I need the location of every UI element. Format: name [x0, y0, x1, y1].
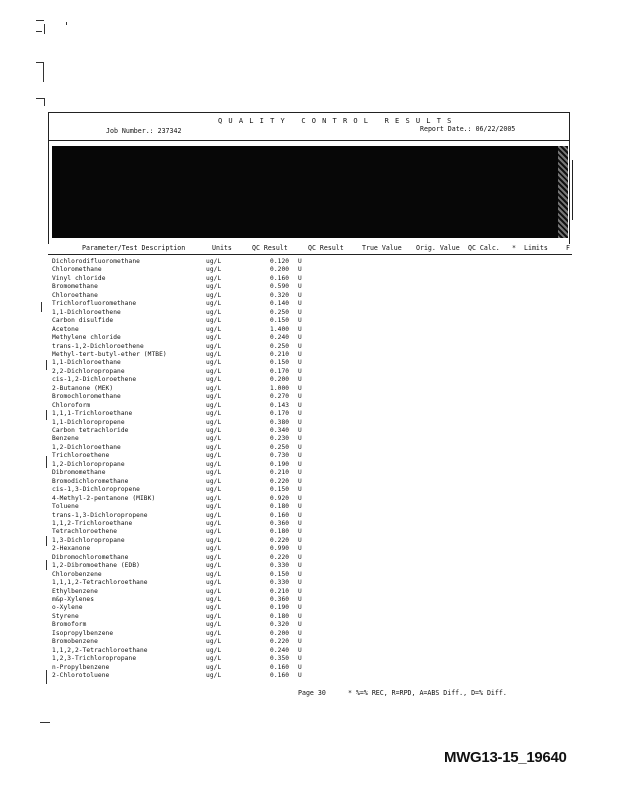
- result-cell: 0.320: [270, 291, 290, 299]
- flag-cell: U: [298, 342, 302, 350]
- flag-cell: U: [298, 376, 302, 384]
- result-cell: 0.270: [270, 393, 290, 401]
- units-cell: ug/L: [206, 486, 222, 494]
- result-cell: 0.330: [270, 562, 290, 570]
- result-cell: 0.180: [270, 612, 290, 620]
- header-divider: [48, 140, 570, 141]
- table-row: [0, 368, 618, 377]
- units-cell: ug/L: [206, 477, 222, 485]
- result-cell: 0.143: [270, 401, 290, 409]
- results-table: [0, 258, 618, 688]
- units-cell: ug/L: [206, 519, 222, 527]
- units-cell: ug/L: [206, 503, 222, 511]
- report-frame-top: [48, 112, 570, 113]
- col-parameter: Parameter/Test Description: [82, 244, 186, 252]
- units-cell: ug/L: [206, 427, 222, 434]
- flag-cell: U: [298, 410, 302, 418]
- table-row: [0, 613, 618, 622]
- units-cell: ug/L: [206, 317, 222, 325]
- units-cell: ug/L: [206, 418, 222, 426]
- result-cell: 0.360: [270, 596, 290, 603]
- table-row: [0, 461, 618, 470]
- report-date: Report Date.: 06/22/2005: [420, 125, 516, 133]
- col-qc-result-2: QC Result: [308, 244, 344, 252]
- result-cell: 0.340: [270, 427, 290, 434]
- units-cell: ug/L: [206, 350, 222, 358]
- report-frame-left: [48, 112, 49, 244]
- parameter-cell: 1,2-Dichloropropane: [52, 460, 125, 468]
- table-row: [0, 655, 618, 664]
- result-cell: 0.170: [270, 410, 290, 418]
- parameter-cell: 1,1,2,2-Tetrachloroethane: [52, 646, 148, 654]
- table-row: [0, 520, 618, 529]
- table-row: [0, 292, 618, 301]
- flag-cell: U: [298, 579, 302, 587]
- flag-cell: U: [298, 359, 302, 367]
- result-cell: 0.170: [270, 367, 290, 375]
- parameter-cell: Benzene: [52, 435, 79, 443]
- parameter-cell: Bromobenzene: [52, 638, 98, 646]
- document-id: MWG13-15_19640: [444, 749, 567, 766]
- scan-mark: [40, 722, 50, 723]
- units-cell: ug/L: [206, 443, 222, 451]
- parameter-cell: Dichlorodifluoromethane: [52, 258, 140, 265]
- parameter-cell: 1,1,1-Trichloroethane: [52, 410, 133, 418]
- units-cell: ug/L: [206, 536, 222, 544]
- scan-mark: [44, 98, 45, 106]
- flag-cell: U: [298, 325, 302, 333]
- result-cell: 0.180: [270, 528, 290, 536]
- parameter-cell: Toluene: [52, 503, 79, 511]
- table-row: [0, 275, 618, 284]
- table-row: [0, 562, 618, 571]
- flag-cell: U: [298, 384, 302, 392]
- flag-cell: U: [298, 587, 302, 595]
- parameter-cell: Chlorobenzene: [52, 570, 102, 578]
- redacted-block: [52, 146, 568, 238]
- result-cell: 0.230: [270, 435, 290, 443]
- units-cell: ug/L: [206, 300, 222, 308]
- units-cell: ug/L: [206, 672, 222, 680]
- parameter-cell: 1,2-Dibromoethane (EDB): [52, 562, 140, 570]
- parameter-cell: Trichlorofluoromethane: [52, 300, 137, 308]
- flag-cell: U: [298, 528, 302, 536]
- table-row: [0, 621, 618, 630]
- flag-cell: U: [298, 300, 302, 308]
- page-number: Page 30: [298, 689, 326, 697]
- result-cell: 0.160: [270, 672, 290, 680]
- result-cell: 0.180: [270, 503, 290, 511]
- scan-mark: [44, 24, 45, 34]
- result-cell: 0.380: [270, 418, 290, 426]
- table-row: [0, 343, 618, 352]
- margin-bracket: [41, 302, 42, 312]
- result-cell: 0.160: [270, 274, 290, 282]
- parameter-cell: Bromomethane: [52, 283, 98, 291]
- table-row: [0, 266, 618, 275]
- units-cell: ug/L: [206, 258, 222, 265]
- units-cell: ug/L: [206, 579, 222, 587]
- parameter-cell: trans-1,3-Dichloropropene: [52, 511, 148, 519]
- parameter-cell: 1,2,3-Trichloropropane: [52, 655, 137, 663]
- result-cell: 0.990: [270, 545, 290, 553]
- units-cell: ug/L: [206, 629, 222, 637]
- result-cell: 0.190: [270, 460, 290, 468]
- margin-bracket: [46, 360, 47, 370]
- result-cell: 0.150: [270, 317, 290, 325]
- table-row: [0, 376, 618, 385]
- table-row: [0, 402, 618, 411]
- result-cell: 0.160: [270, 663, 290, 671]
- table-row: [0, 469, 618, 478]
- scan-mark: [36, 31, 42, 32]
- table-row: [0, 385, 618, 394]
- table-row: [0, 604, 618, 613]
- flag-cell: U: [298, 486, 302, 494]
- scan-mark: [572, 160, 573, 220]
- flag-cell: U: [298, 443, 302, 451]
- units-cell: ug/L: [206, 393, 222, 401]
- units-cell: ug/L: [206, 376, 222, 384]
- result-cell: 0.220: [270, 536, 290, 544]
- result-cell: 0.150: [270, 486, 290, 494]
- flag-cell: U: [298, 418, 302, 426]
- table-row: [0, 528, 618, 537]
- table-row: [0, 486, 618, 495]
- parameter-cell: Vinyl chloride: [52, 274, 106, 282]
- units-cell: ug/L: [206, 604, 222, 612]
- units-cell: ug/L: [206, 528, 222, 536]
- units-cell: ug/L: [206, 452, 222, 460]
- scan-mark: [36, 62, 43, 63]
- parameter-cell: 2,2-Dichloropropane: [52, 367, 125, 375]
- margin-bracket: [46, 536, 47, 546]
- units-cell: ug/L: [206, 663, 222, 671]
- parameter-cell: Acetone: [52, 325, 79, 333]
- parameter-cell: 2-Chlorotoluene: [52, 672, 110, 680]
- parameter-cell: cis-1,2-Dichloroethene: [52, 376, 137, 384]
- table-row: [0, 326, 618, 335]
- units-cell: ug/L: [206, 274, 222, 282]
- table-row: [0, 537, 618, 546]
- table-row: [0, 545, 618, 554]
- result-cell: 0.160: [270, 511, 290, 519]
- flag-cell: U: [298, 477, 302, 485]
- parameter-cell: Trichloroethene: [52, 452, 110, 460]
- parameter-cell: Dibromomethane: [52, 469, 106, 477]
- flag-cell: U: [298, 393, 302, 401]
- result-cell: 0.330: [270, 579, 290, 587]
- parameter-cell: Dibromochloromethane: [52, 553, 129, 561]
- result-cell: 0.200: [270, 266, 290, 274]
- margin-bracket: [46, 456, 47, 468]
- parameter-cell: 1,3-Dichloropropane: [52, 536, 125, 544]
- parameter-cell: o-Xylene: [52, 604, 83, 612]
- table-row: [0, 351, 618, 360]
- flag-cell: U: [298, 435, 302, 443]
- col-orig-value: Orig. Value: [416, 244, 460, 252]
- units-cell: ug/L: [206, 334, 222, 342]
- table-row: [0, 393, 618, 402]
- header-underline: [48, 254, 572, 255]
- parameter-cell: Carbon disulfide: [52, 317, 114, 325]
- units-cell: ug/L: [206, 410, 222, 418]
- units-cell: ug/L: [206, 469, 222, 477]
- table-row: [0, 309, 618, 318]
- flag-cell: U: [298, 511, 302, 519]
- result-cell: 0.920: [270, 494, 290, 502]
- flag-cell: U: [298, 494, 302, 502]
- units-cell: ug/L: [206, 621, 222, 629]
- units-cell: ug/L: [206, 359, 222, 367]
- table-row: [0, 419, 618, 428]
- units-cell: ug/L: [206, 342, 222, 350]
- parameter-cell: 4-Methyl-2-pentanone (MIBK): [52, 494, 156, 502]
- table-row: [0, 512, 618, 521]
- flag-cell: U: [298, 570, 302, 578]
- parameter-cell: 2-Hexanone: [52, 545, 91, 553]
- flag-cell: U: [298, 562, 302, 570]
- flag-cell: U: [298, 638, 302, 646]
- parameter-cell: 1,1-Dichloropropene: [52, 418, 125, 426]
- parameter-cell: trans-1,2-Dichloroethene: [52, 342, 144, 350]
- result-cell: 0.210: [270, 350, 290, 358]
- result-cell: 0.250: [270, 308, 290, 316]
- flag-cell: U: [298, 452, 302, 460]
- scan-mark: [43, 62, 44, 82]
- flag-cell: U: [298, 283, 302, 291]
- margin-bracket: [46, 560, 47, 570]
- result-cell: 0.220: [270, 638, 290, 646]
- parameter-cell: Tetrachloroethene: [52, 528, 118, 536]
- result-cell: 0.320: [270, 621, 290, 629]
- table-row: [0, 554, 618, 563]
- parameter-cell: Methylene chloride: [52, 334, 121, 342]
- table-row: [0, 672, 618, 681]
- report-frame-right: [569, 112, 570, 244]
- col-flag: F: [566, 244, 570, 252]
- flag-cell: U: [298, 317, 302, 325]
- table-row: [0, 283, 618, 292]
- parameter-cell: Chloromethane: [52, 266, 102, 274]
- units-cell: ug/L: [206, 511, 222, 519]
- parameter-cell: m&p-Xylenes: [52, 596, 95, 603]
- result-cell: 0.140: [270, 300, 290, 308]
- units-cell: ug/L: [206, 308, 222, 316]
- flag-cell: U: [298, 266, 302, 274]
- col-star: *: [512, 244, 516, 252]
- flag-cell: U: [298, 274, 302, 282]
- flag-cell: U: [298, 604, 302, 612]
- table-row: [0, 478, 618, 487]
- parameter-cell: 1,1-Dichloroethene: [52, 308, 121, 316]
- flag-cell: U: [298, 536, 302, 544]
- flag-cell: U: [298, 621, 302, 629]
- table-row: [0, 317, 618, 326]
- table-row: [0, 300, 618, 309]
- parameter-cell: Chloroform: [52, 401, 91, 409]
- flag-cell: U: [298, 427, 302, 434]
- table-row: [0, 435, 618, 444]
- col-units: Units: [212, 244, 232, 252]
- units-cell: ug/L: [206, 283, 222, 291]
- units-cell: ug/L: [206, 646, 222, 654]
- flag-cell: U: [298, 460, 302, 468]
- result-cell: 1.400: [270, 325, 290, 333]
- table-row: [0, 359, 618, 368]
- footer-legend: * %=% REC, R=RPD, A=ABS Diff., D=% Diff.: [348, 689, 507, 697]
- units-cell: ug/L: [206, 266, 222, 274]
- job-number: Job Number.: 237342: [106, 127, 182, 135]
- result-cell: 0.360: [270, 519, 290, 527]
- parameter-cell: Bromochloromethane: [52, 393, 121, 401]
- units-cell: ug/L: [206, 291, 222, 299]
- scan-mark: [36, 20, 44, 21]
- flag-cell: U: [298, 519, 302, 527]
- result-cell: 0.150: [270, 359, 290, 367]
- units-cell: ug/L: [206, 435, 222, 443]
- flag-cell: U: [298, 350, 302, 358]
- result-cell: 1.000: [270, 384, 290, 392]
- parameter-cell: Isopropylbenzene: [52, 629, 114, 637]
- result-cell: 0.220: [270, 477, 290, 485]
- parameter-cell: Carbon tetrachloride: [52, 427, 129, 434]
- column-headers: [0, 244, 618, 254]
- units-cell: ug/L: [206, 553, 222, 561]
- flag-cell: U: [298, 503, 302, 511]
- flag-cell: U: [298, 596, 302, 603]
- result-cell: 0.150: [270, 570, 290, 578]
- result-cell: 0.350: [270, 655, 290, 663]
- parameter-cell: Ethylbenzene: [52, 587, 98, 595]
- flag-cell: U: [298, 612, 302, 620]
- units-cell: ug/L: [206, 570, 222, 578]
- table-row: [0, 444, 618, 453]
- scan-mark: [36, 98, 44, 99]
- flag-cell: U: [298, 553, 302, 561]
- flag-cell: U: [298, 334, 302, 342]
- table-row: [0, 596, 618, 605]
- units-cell: ug/L: [206, 655, 222, 663]
- col-qc-calc: QC Calc.: [468, 244, 500, 252]
- units-cell: ug/L: [206, 612, 222, 620]
- table-row: [0, 630, 618, 639]
- result-cell: 0.120: [270, 258, 290, 265]
- flag-cell: U: [298, 629, 302, 637]
- parameter-cell: 1,1,1,2-Tetrachloroethane: [52, 579, 148, 587]
- table-row: [0, 588, 618, 597]
- result-cell: 0.200: [270, 629, 290, 637]
- flag-cell: U: [298, 655, 302, 663]
- units-cell: ug/L: [206, 384, 222, 392]
- result-cell: 0.590: [270, 283, 290, 291]
- units-cell: ug/L: [206, 638, 222, 646]
- table-row: [0, 410, 618, 419]
- parameter-cell: Chloroethane: [52, 291, 98, 299]
- flag-cell: U: [298, 663, 302, 671]
- redaction-edge: [558, 146, 568, 238]
- units-cell: ug/L: [206, 562, 222, 570]
- flag-cell: U: [298, 672, 302, 680]
- flag-cell: U: [298, 469, 302, 477]
- result-cell: 0.250: [270, 342, 290, 350]
- result-cell: 0.240: [270, 334, 290, 342]
- flag-cell: U: [298, 291, 302, 299]
- parameter-cell: 1,1-Dichloroethane: [52, 359, 121, 367]
- margin-bracket: [46, 410, 47, 420]
- units-cell: ug/L: [206, 596, 222, 603]
- parameter-cell: Methyl-tert-butyl-ether (MTBE): [52, 350, 167, 358]
- parameter-cell: 1,2-Dichloroethane: [52, 443, 121, 451]
- units-cell: ug/L: [206, 325, 222, 333]
- table-row: [0, 503, 618, 512]
- flag-cell: U: [298, 646, 302, 654]
- units-cell: ug/L: [206, 367, 222, 375]
- report-title: QUALITY CONTROL RESULTS: [218, 117, 458, 125]
- parameter-cell: cis-1,3-Dichloropropene: [52, 486, 140, 494]
- table-row: [0, 664, 618, 673]
- table-row: [0, 647, 618, 656]
- units-cell: ug/L: [206, 460, 222, 468]
- table-row: [0, 334, 618, 343]
- scan-mark: [66, 22, 67, 25]
- table-row: [0, 571, 618, 580]
- parameter-cell: Bromodichloromethane: [52, 477, 129, 485]
- result-cell: 0.730: [270, 452, 290, 460]
- col-qc-result: QC Result: [252, 244, 288, 252]
- result-cell: 0.240: [270, 646, 290, 654]
- units-cell: ug/L: [206, 545, 222, 553]
- flag-cell: U: [298, 308, 302, 316]
- result-cell: 0.190: [270, 604, 290, 612]
- result-cell: 0.200: [270, 376, 290, 384]
- units-cell: ug/L: [206, 401, 222, 409]
- margin-bracket: [46, 670, 47, 684]
- units-cell: ug/L: [206, 494, 222, 502]
- table-row: [0, 579, 618, 588]
- col-true-value: True Value: [362, 244, 402, 252]
- flag-cell: U: [298, 401, 302, 409]
- table-row: [0, 638, 618, 647]
- table-row: [0, 452, 618, 461]
- parameter-cell: n-Propylbenzene: [52, 663, 110, 671]
- col-limits: Limits: [524, 244, 548, 252]
- parameter-cell: 1,1,2-Trichloroethane: [52, 519, 133, 527]
- flag-cell: U: [298, 545, 302, 553]
- units-cell: ug/L: [206, 587, 222, 595]
- parameter-cell: Styrene: [52, 612, 79, 620]
- table-row: [0, 427, 618, 436]
- table-row: [0, 258, 618, 267]
- flag-cell: U: [298, 258, 302, 265]
- parameter-cell: 2-Butanone (MEK): [52, 384, 114, 392]
- result-cell: 0.210: [270, 587, 290, 595]
- parameter-cell: Bromoform: [52, 621, 87, 629]
- table-row: [0, 495, 618, 504]
- result-cell: 0.250: [270, 443, 290, 451]
- flag-cell: U: [298, 367, 302, 375]
- result-cell: 0.210: [270, 469, 290, 477]
- result-cell: 0.220: [270, 553, 290, 561]
